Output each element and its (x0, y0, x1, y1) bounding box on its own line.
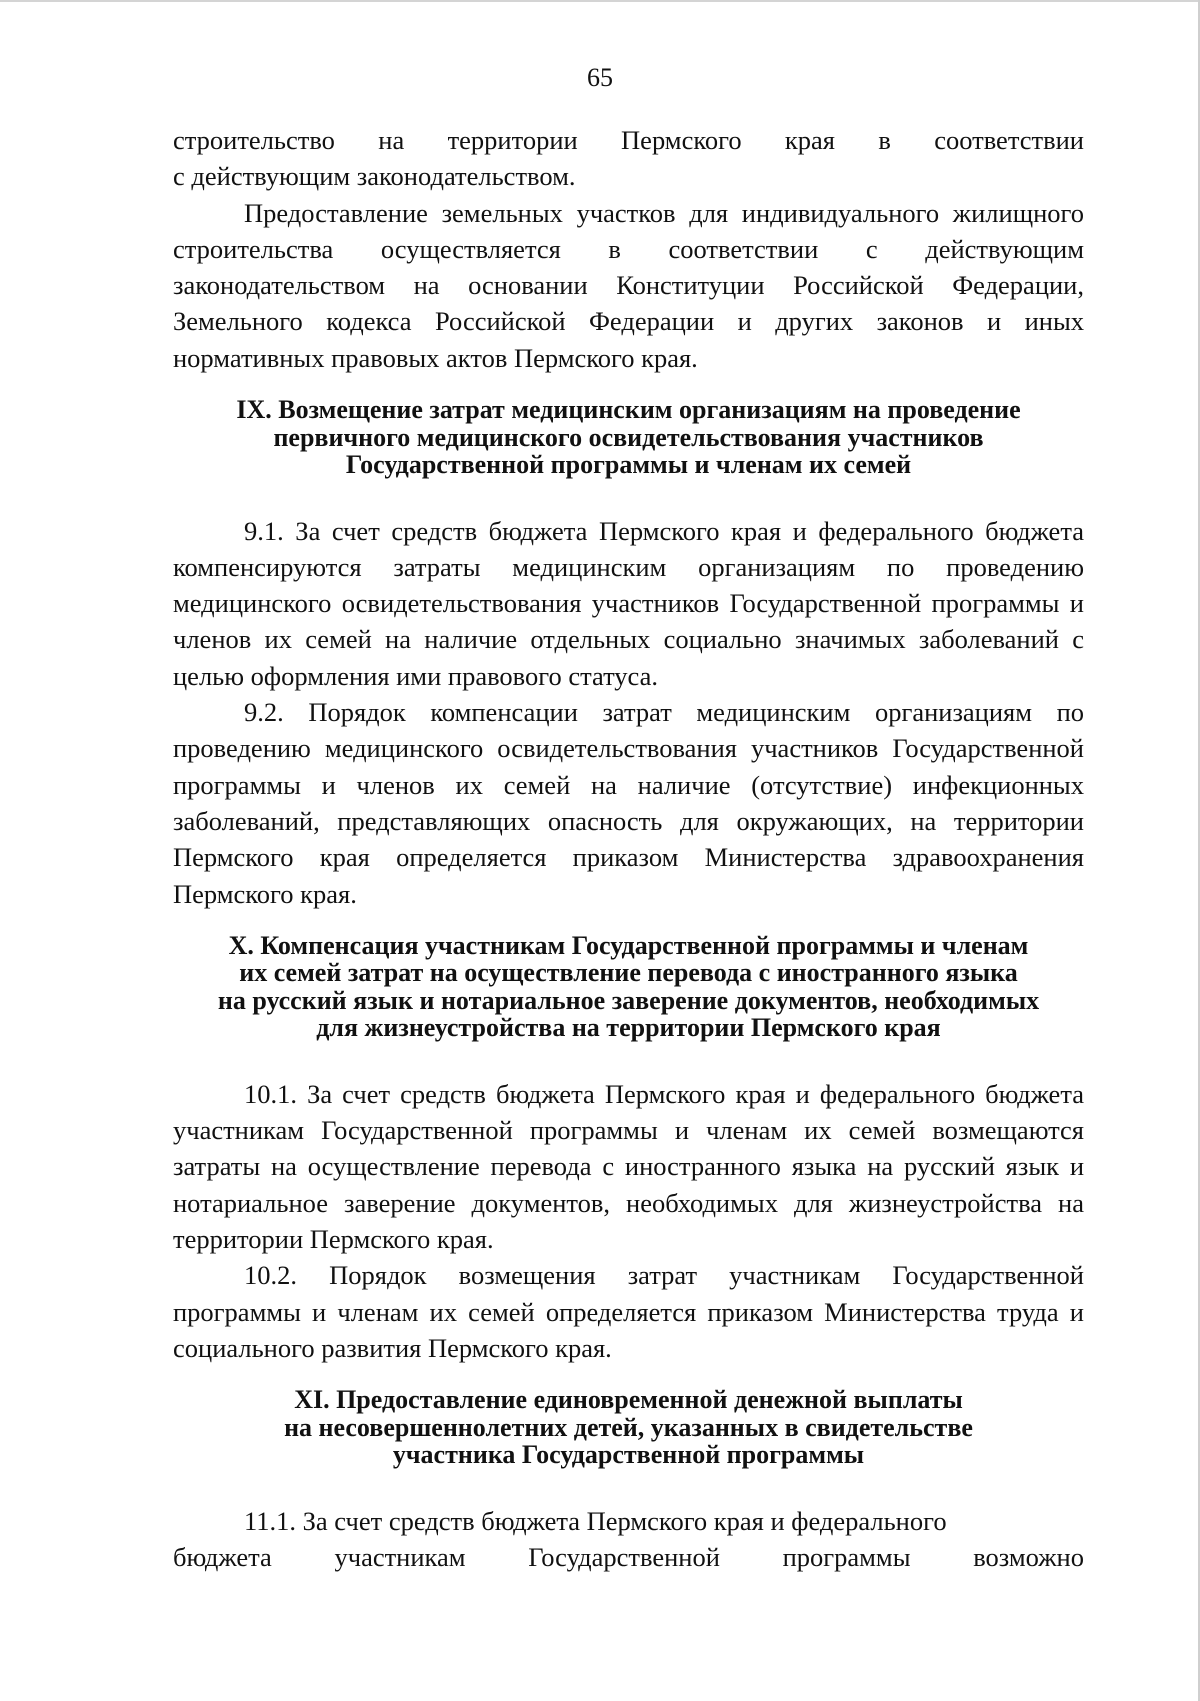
intro-line-rest: с действующим законодательством. (173, 161, 576, 192)
page-number: 65 (587, 63, 613, 92)
heading-line: Государственной программы и членам их семей (345, 450, 912, 480)
heading-line: первичного медицинского освидетельствования участников (273, 422, 984, 452)
para-word: возможно (973, 1542, 1084, 1573)
heading-line: на русский язык и нотариальное заверение документов, необходимых (217, 985, 1040, 1015)
intro-word: территории (447, 125, 578, 155)
paragraph-9-1: 9.1. За счет средств бюджета Пермского края и федерального бюджета компенсируются затраты медицинским организациям по проведению медицинского освидетельствования участников Государственной программы и членов их семей на наличие отдельных социально значимых заболеваний с целью оформления ими правового статуса. (173, 515, 1084, 691)
document-body (173, 122, 1084, 1575)
para-word: программы (782, 1542, 911, 1573)
paragraph-9-2: 9.2. Порядок компенсации затрат медицинским организациям по проведению медицинского освидетельствования участников Государственной программы и членов их семей на наличие (отсутствие) инфекционных заболеваний, представляющих опасность для окружающих, на территории Пермского края определяется приказом Министерства здравоохранения Пермского края. (173, 697, 1084, 909)
heading-line: для жизнеустройства на территории Пермского края (316, 1013, 941, 1043)
intro-word: на (378, 125, 405, 155)
section-9-heading (173, 396, 1084, 479)
paragraph-11-1-line1: 11.1. За счет средств бюджета Пермского края и федерального (244, 1505, 947, 1536)
heading-line: участника Государственной программы (392, 1440, 865, 1470)
paragraph-10-1: 10.1. За счет средств бюджета Пермского края и федерального бюджета участникам Государственной программы и членам их семей возмещаются затраты на осуществление перевода с иностранного языка на русский язык и нотариальное заверение документов, необходимых для жизнеустройства на территории Пермского края. (173, 1078, 1084, 1255)
heading-line: X. Компенсация участникам Государственной программы и членам (228, 930, 1029, 960)
heading-line: XI. Предоставление единовременной денежной выплаты (294, 1385, 963, 1415)
paragraph-11-1-line2 (173, 1539, 1084, 1575)
section-11-heading (173, 1386, 1084, 1469)
para-word: участникам (334, 1542, 466, 1573)
paragraph-10-2: 10.2. Порядок возмещения затрат участникам Государственной программы и членам их семей определяется приказом Министерства труда и социального развития Пермского края. (173, 1260, 1084, 1363)
para-word: бюджета (173, 1542, 272, 1573)
intro-word: строительство (173, 125, 335, 155)
scan-edge-top (0, 0, 1200, 2)
para-word: Государственной (528, 1542, 720, 1573)
heading-line: на несовершеннолетних детей, указанных в свидетельстве (284, 1412, 973, 1442)
intro-paragraph: Предоставление земельных участков для индивидуального жилищного строительства осуществляется в соответствии с действующим законодательством на основании Конституции Российской Федерации, Земельного кодекса Российской Федерации и других законов и иных нормативных правовых актов Пермского края. (173, 197, 1084, 373)
intro-word: края (784, 125, 835, 155)
heading-line: IX. Возмещение затрат медицинским организациям на проведение (236, 395, 1021, 425)
section-10-heading (173, 932, 1084, 1042)
intro-line-spread (173, 122, 1084, 158)
intro-word: Пермского (621, 125, 742, 155)
heading-line: их семей затрат на осуществление перевода с иностранного языка (239, 958, 1018, 988)
intro-word: соответствии (934, 125, 1084, 155)
intro-word: в (878, 125, 891, 155)
